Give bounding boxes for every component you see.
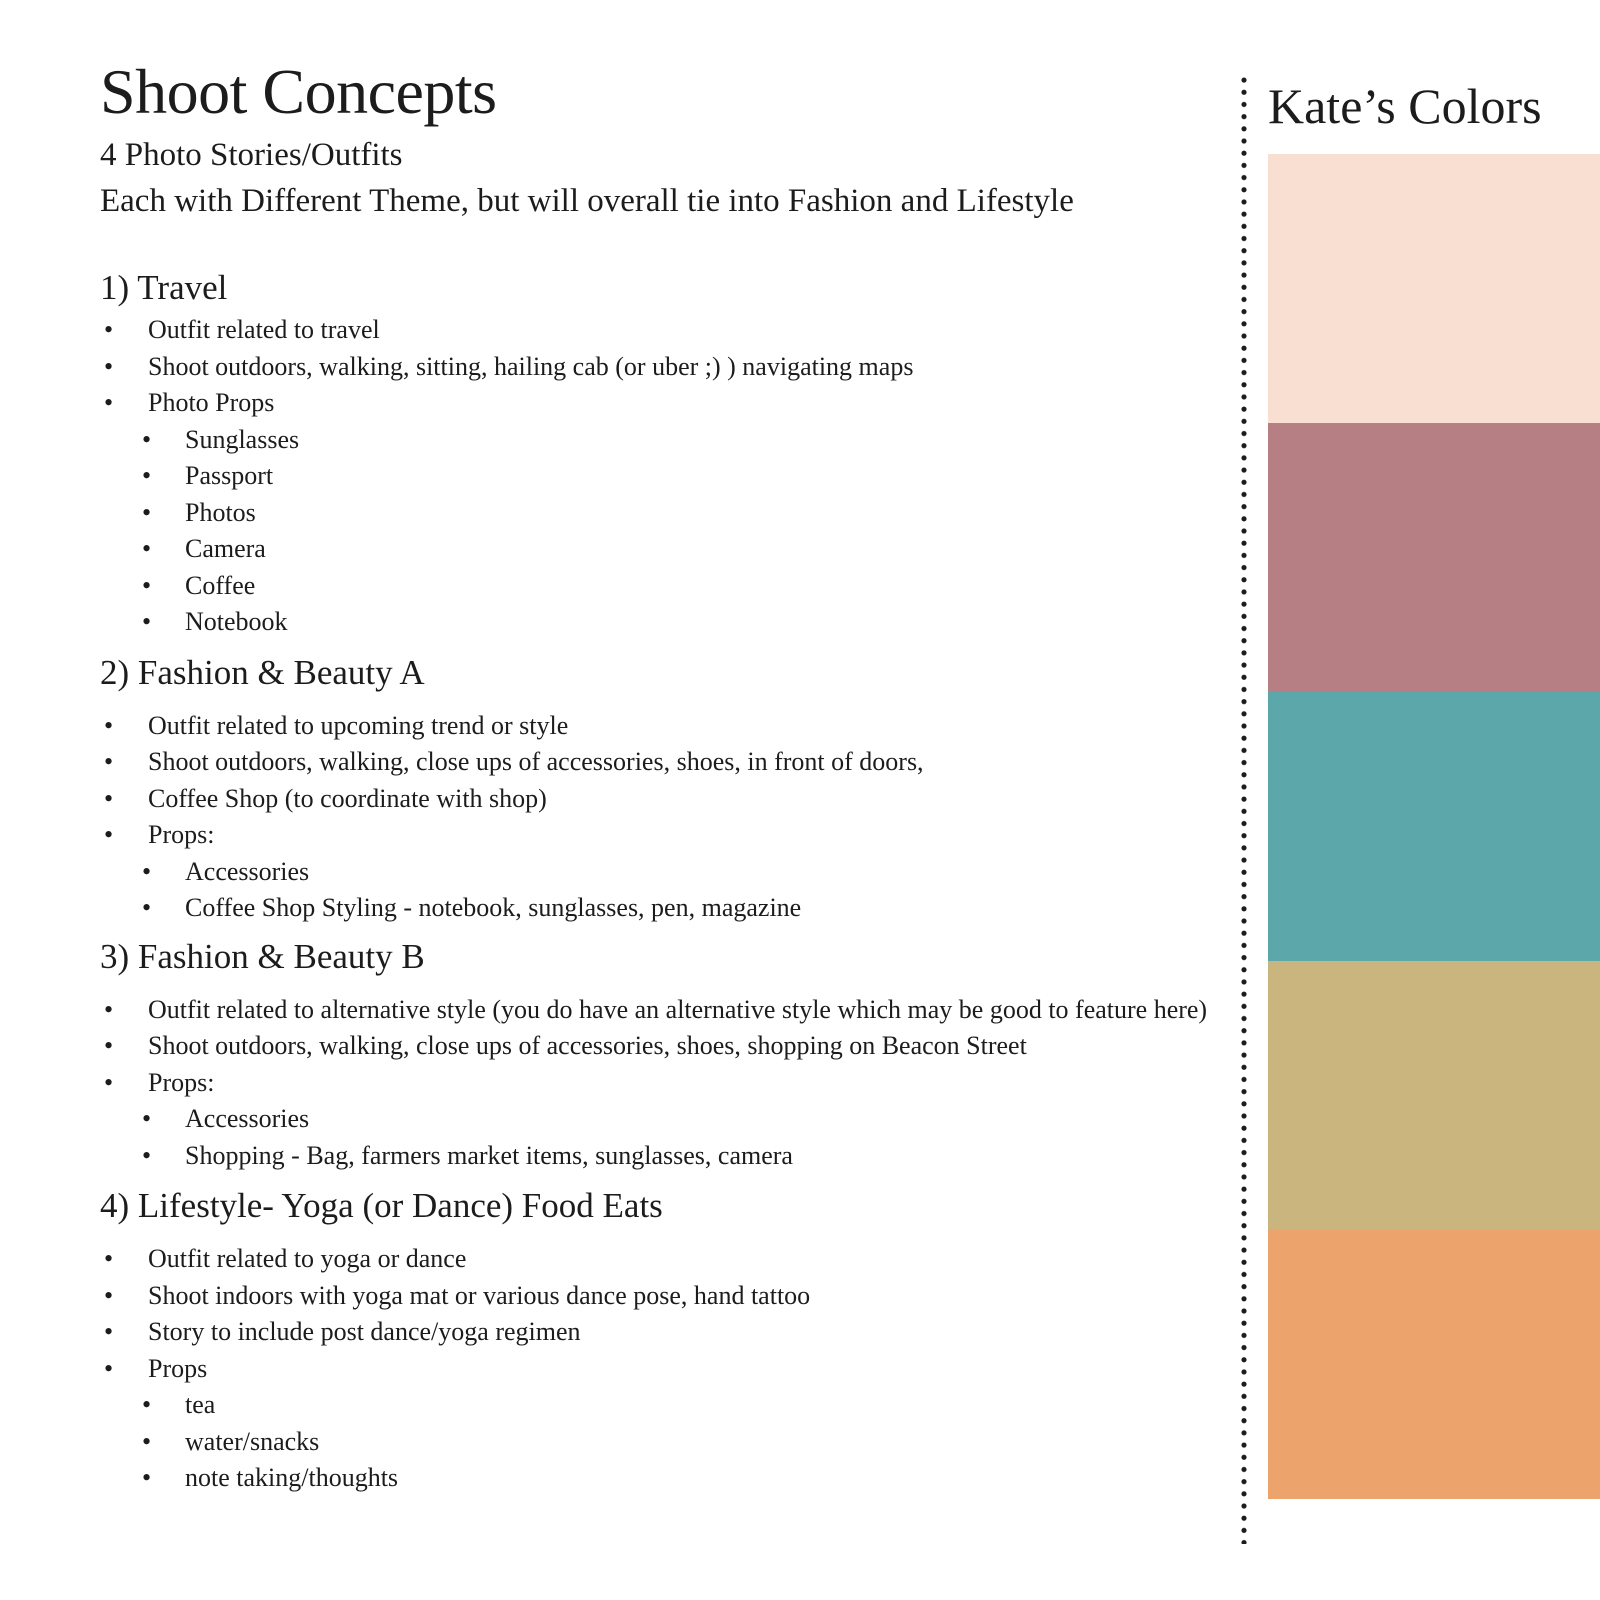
section-2 [100,653,1230,927]
bullet-item: • Story to include post dance/yoga regimen [100,1314,1230,1351]
color-swatch-2 [1268,423,1600,692]
bullet-list [100,708,1230,927]
section-4 [100,1186,1230,1497]
bullet-item: • Coffee Shop (to coordinate with shop) [100,781,1230,818]
page-title: Shoot Concepts [100,56,497,127]
bullet-item: • Shoot outdoors, walking, close ups of accessories, shoes, in front of doors, [100,744,1230,781]
sub-bullet-item: • water/snacks [100,1424,1230,1461]
section-1 [100,268,1230,641]
section-heading: 4) Lifestyle- Yoga (or Dance) Food Eats [100,1186,663,1225]
sub-bullet-item: • Coffee Shop Styling - notebook, sunglasses, pen, magazine [100,890,1230,927]
concepts-column [100,52,1230,1497]
dotted-divider [1240,74,1248,1544]
sub-bullet-item: • Shopping - Bag, farmers market items, sunglasses, camera [100,1138,1230,1175]
sub-bullet-item: • Notebook [100,604,1230,641]
bullet-item: • Outfit related to yoga or dance [100,1241,1230,1278]
sub-bullet-item: • Sunglasses [100,422,1230,459]
sub-bullet-item: • Photos [100,495,1230,532]
color-swatch-4 [1268,961,1600,1230]
sub-bullet-item: • note taking/thoughts [100,1460,1230,1497]
color-swatch-3 [1268,692,1600,961]
bullet-item: • Props: [100,1065,1230,1102]
bullet-list [100,1241,1230,1497]
bullet-item: • Props: [100,817,1230,854]
sub-bullet-item: • Passport [100,458,1230,495]
bullet-item: • Outfit related to upcoming trend or style [100,708,1230,745]
sub-bullet-item: • Accessories [100,854,1230,891]
bullet-list [100,312,1230,641]
bullet-item: • Shoot indoors with yoga mat or various dance pose, hand tattoo [100,1278,1230,1315]
section-heading: 2) Fashion & Beauty A [100,652,425,692]
colors-panel-title: Kate’s Colors [1268,78,1542,134]
bullet-list [100,992,1230,1175]
sections-container [100,268,1230,1497]
section-3 [100,937,1230,1175]
section-heading: 1) Travel [100,268,228,307]
subtitle-theme: Each with Different Theme, but will overall tie into Fashion and Lifestyle [100,183,1074,219]
bullet-item: • Photo Props [100,385,1230,422]
subtitle-stories: 4 Photo Stories/Outfits [100,137,403,173]
sub-bullet-item: • tea [100,1387,1230,1424]
bullet-item: • Shoot outdoors, walking, sitting, hailing cab (or uber ;) ) navigating maps [100,349,1230,386]
color-swatch-5 [1268,1230,1600,1499]
sub-bullet-item: • Camera [100,531,1230,568]
color-swatch-1 [1268,154,1600,423]
section-heading: 3) Fashion & Beauty B [100,936,425,976]
bullet-item: • Props [100,1351,1230,1388]
sub-bullet-item: • Coffee [100,568,1230,605]
bullet-item: • Shoot outdoors, walking, close ups of accessories, shoes, shopping on Beacon Street [100,1028,1230,1065]
bullet-item: • Outfit related to alternative style (you do have an alternative style which may be good to feature here) [100,992,1230,1029]
sub-bullet-item: • Accessories [100,1101,1230,1138]
bullet-item: • Outfit related to travel [100,312,1230,349]
